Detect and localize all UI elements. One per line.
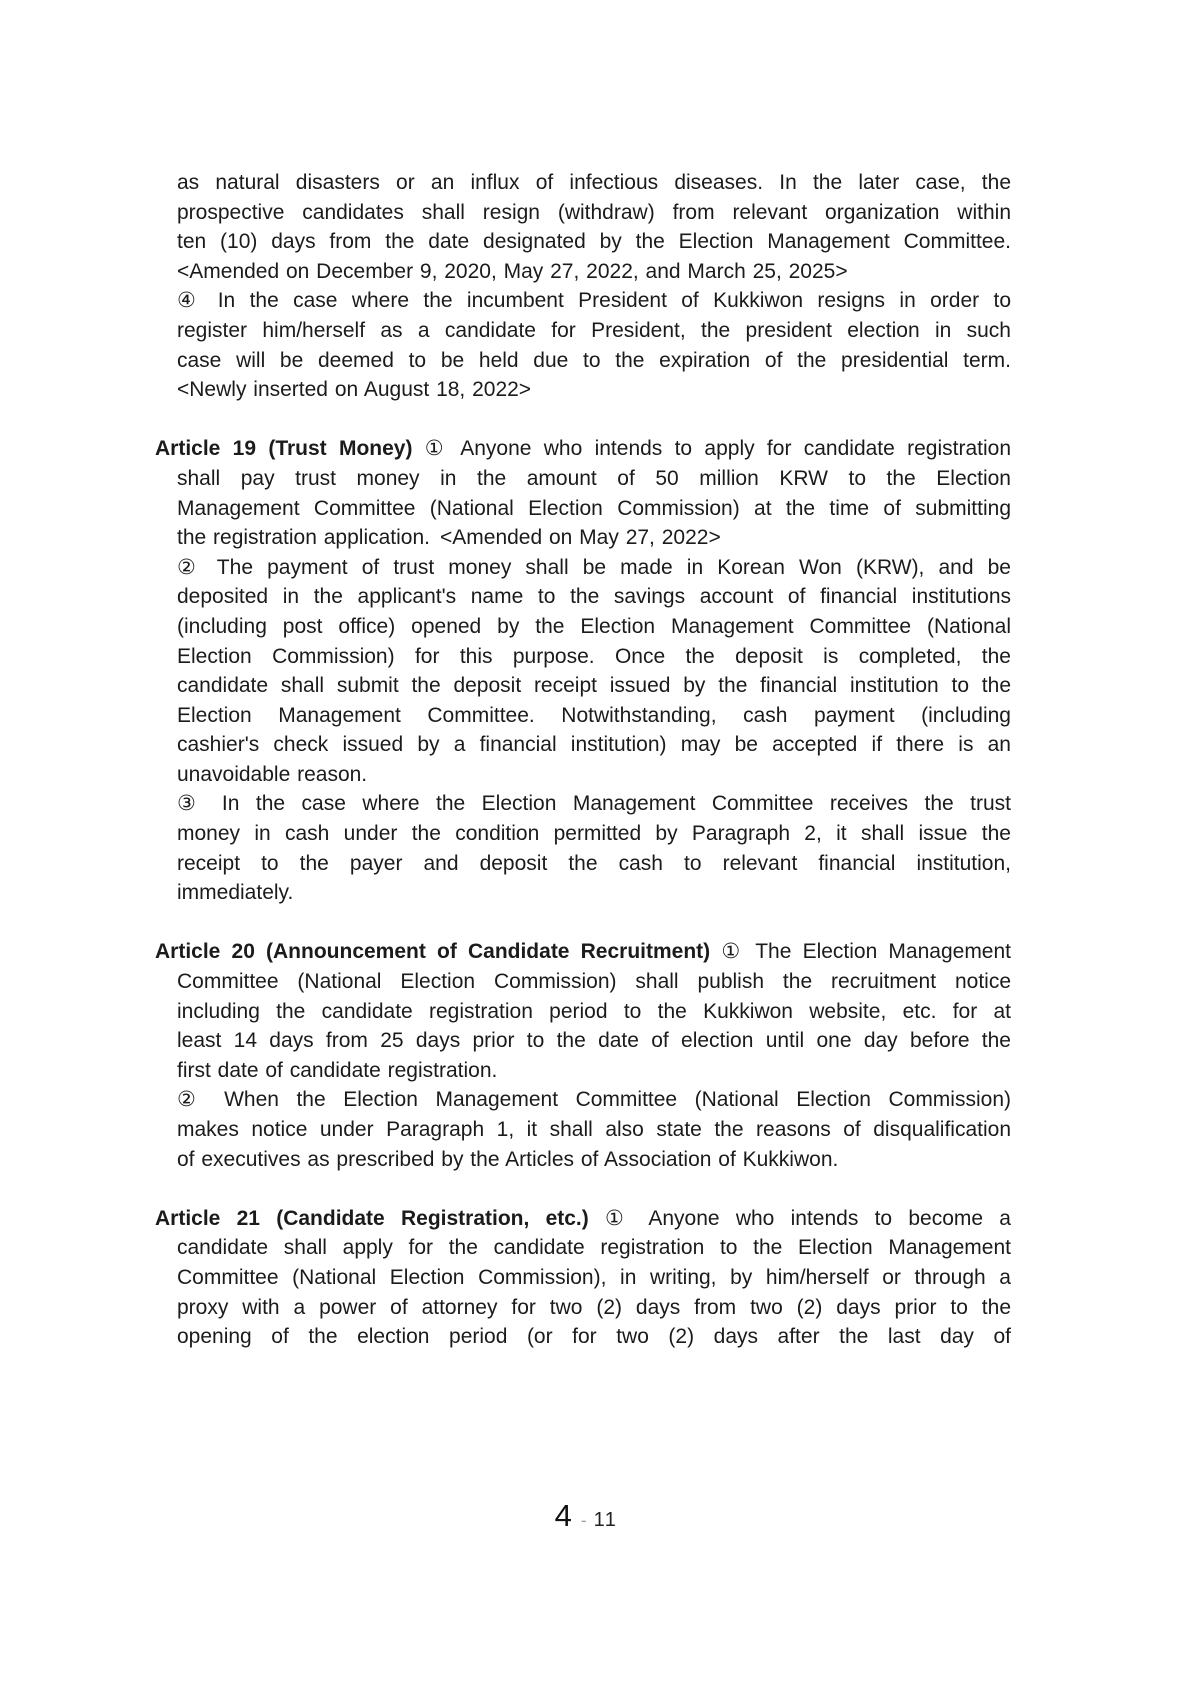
body-text: <Newly inserted on August 18, 2022> <box>177 378 532 402</box>
paragraph-article-19 <box>155 434 1011 908</box>
text-line <box>155 612 1011 642</box>
text-line <box>155 701 1011 731</box>
body-text: ① The Election Management <box>721 940 1012 964</box>
body-text: deposited in the applicant's name to the savings account of financial institutions <box>177 585 1011 609</box>
body-text: ③ In the case where the Election Management Committee receives the trust <box>177 792 1011 816</box>
text-line <box>155 346 1011 376</box>
text-line <box>155 849 1011 879</box>
text-line <box>155 375 1011 405</box>
text-line <box>155 671 1011 701</box>
text-line <box>155 937 1011 967</box>
text-line <box>155 819 1011 849</box>
body-text: proxy with a power of attorney for two (2) days from two (2) days prior to the <box>177 1295 1011 1319</box>
text-line <box>155 1115 1011 1145</box>
text-line <box>155 168 1011 198</box>
body-text: ④ In the case where the incumbent President of Kukkiwon resigns in order to <box>177 289 1011 313</box>
body-text: ① Anyone who intends to apply for candidate registration <box>424 437 1011 461</box>
paragraph-article-20 <box>155 937 1011 1174</box>
text-line <box>155 582 1011 612</box>
text-line <box>155 553 1011 583</box>
body-text: including the candidate registration period to the Kukkiwon website, etc. for at <box>177 999 1011 1023</box>
total-pages: 11 <box>593 1509 618 1531</box>
body-text: Committee (National Election Commission), in writing, by him/herself or through a <box>177 1265 1011 1289</box>
body-text: ② The payment of trust money shall be made in Korean Won (KRW), and be <box>177 555 1011 579</box>
text-line <box>155 1204 1011 1234</box>
body-text: immediately. <box>177 881 294 905</box>
article-heading-text: Article 20 (Announcement of Candidate Recruitment) <box>155 940 722 964</box>
text-line <box>155 1145 1011 1175</box>
body-text: money in cash under the condition permitted by Paragraph 2, it shall issue the <box>177 822 1011 846</box>
body-text: <Amended on December 9, 2020, May 27, 2022, and March 25, 2025> <box>177 259 848 283</box>
body-text: Committee (National Election Commission) shall publish the recruitment notice <box>177 970 1011 994</box>
text-line <box>155 1263 1011 1293</box>
text-line <box>155 523 1011 553</box>
body-text: makes notice under Paragraph 1, it shall also state the reasons of disqualification <box>177 1118 1011 1141</box>
body-text: least 14 days from 25 days prior to the date of election until one day before the <box>177 1029 1011 1053</box>
text-line <box>155 316 1011 346</box>
body-text: candidate shall submit the deposit receipt issued by the financial institution to the <box>177 674 1011 698</box>
text-line <box>155 286 1011 316</box>
text-line <box>155 1293 1011 1323</box>
paragraph-article-21 <box>155 1204 1011 1352</box>
page-footer <box>0 1500 1186 1532</box>
body-text: <Amended on May 27, 2022> <box>440 526 721 550</box>
body-text: ten (10) days from the date designated by the Election Management Committee. <box>177 230 1011 254</box>
body-text: (including post office) opened by the Election Management Committee (National <box>177 614 1011 638</box>
body-text: Election Commission) for this purpose. Once the deposit is completed, the <box>177 644 1011 668</box>
text-line <box>155 1085 1011 1115</box>
paragraph-continuation-article-18 <box>155 168 1011 405</box>
body-text: receipt to the payer and deposit the cash to relevant financial institution, <box>177 851 1011 875</box>
body-text: opening of the election period (or for two (2) days after the last day of <box>177 1325 1011 1349</box>
body-text: the registration application. <box>177 526 430 550</box>
text-line <box>155 1056 1011 1086</box>
text-line <box>155 494 1011 524</box>
body-text: Election Management Committee. Notwithstanding, cash payment (including <box>177 703 1011 727</box>
body-text: shall pay trust money in the amount of 50 million KRW to the Election <box>177 466 1011 490</box>
text-line <box>155 760 1011 790</box>
page-number: 4 <box>554 1498 572 1533</box>
text-line <box>155 997 1011 1027</box>
body-text: unavoidable reason. <box>177 762 368 786</box>
body-text: Management Committee (National Election Commission) at the time of submitting <box>177 496 1011 520</box>
text-line <box>155 257 1011 287</box>
text-line <box>155 967 1011 997</box>
body-text: register him/herself as a candidate for President, the president election in such <box>177 318 1011 342</box>
text-line <box>155 227 1011 257</box>
body-text: cashier's check issued by a financial institution) may be accepted if there is an <box>177 733 1011 757</box>
text-line <box>155 434 1011 464</box>
text-line <box>155 730 1011 760</box>
page-number-separator: - <box>580 1511 587 1530</box>
body-text: case will be deemed to be held due to the expiration of the presidential term. <box>177 348 1011 372</box>
text-line <box>155 642 1011 672</box>
text-line <box>155 464 1011 494</box>
document-body <box>155 168 1011 1352</box>
body-text: ① Anyone who intends to become a <box>605 1206 1011 1230</box>
body-text: ② When the Election Management Committee (National Election Commission) <box>177 1088 1011 1112</box>
text-line <box>155 878 1011 908</box>
article-heading-text: Article 19 (Trust Money) <box>155 437 425 461</box>
text-line <box>155 1026 1011 1056</box>
body-text: first date of candidate registration. <box>177 1058 498 1082</box>
body-text: candidate shall apply for the candidate registration to the Election Management <box>177 1236 1011 1260</box>
body-text: as natural disasters or an influx of infectious diseases. In the later case, the <box>177 171 1011 194</box>
body-text: of executives as prescribed by the Articles of Association of Kukkiwon. <box>177 1147 839 1171</box>
text-line <box>155 1322 1011 1352</box>
text-line <box>155 198 1011 228</box>
body-text: prospective candidates shall resign (withdraw) from relevant organization within <box>177 200 1011 224</box>
article-heading-text: Article 21 (Candidate Registration, etc.) <box>155 1206 606 1230</box>
text-line <box>155 1233 1011 1263</box>
text-line <box>155 789 1011 819</box>
